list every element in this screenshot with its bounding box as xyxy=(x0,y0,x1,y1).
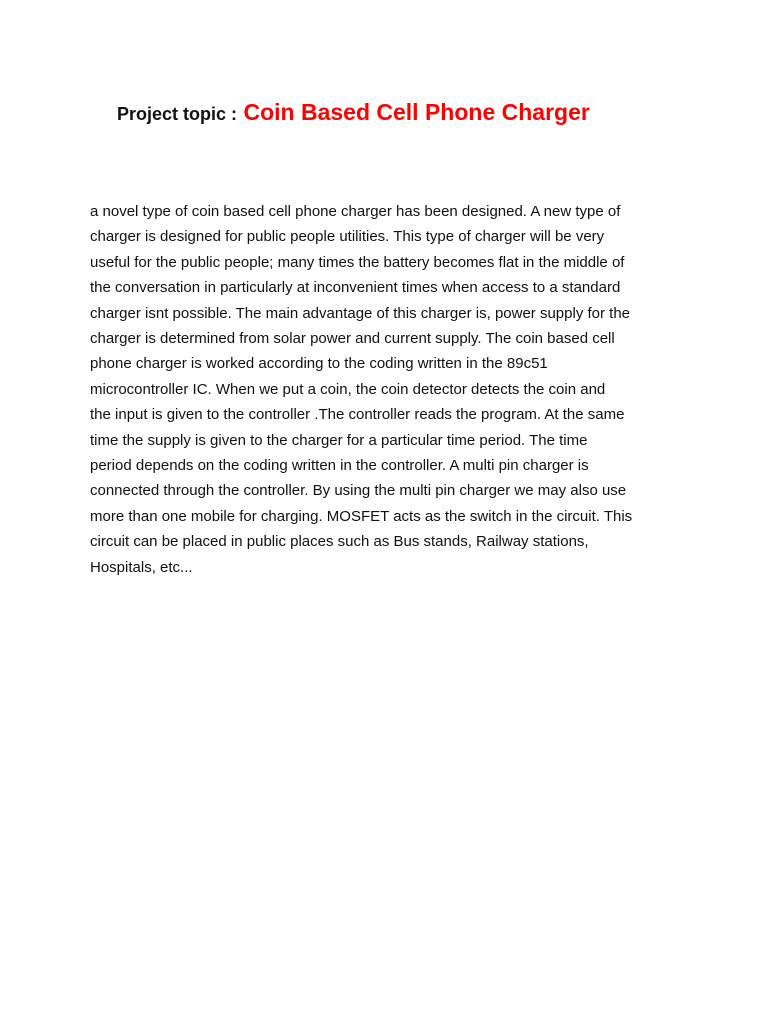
body-line: the conversation in particularly at inconvenient times when access to a standard xyxy=(90,279,621,297)
body-line: useful for the public people; many times the battery becomes flat in the middle of xyxy=(90,253,625,271)
body-line: connected through the controller. By using the multi pin charger we may also use xyxy=(90,482,627,500)
body-line: charger is determined from solar power and current supply. The coin based cell xyxy=(90,330,615,348)
body-line: the input is given to the controller .The controller reads the program. At the same xyxy=(90,406,625,424)
body-line: more than one mobile for charging. MOSFET acts as the switch in the circuit. This xyxy=(90,507,633,525)
body-line: charger isnt possible. The main advantage of this charger is, power supply for the xyxy=(90,304,631,322)
body-line: Hospitals, etc... xyxy=(90,558,193,576)
body-line: phone charger is worked according to the coding written in the 89c51 xyxy=(90,355,548,373)
title-topic: Coin Based Cell Phone Charger xyxy=(243,99,590,125)
body-paragraph xyxy=(90,199,690,580)
body-line: circuit can be placed in public places such as Bus stands, Railway stations, xyxy=(90,533,589,551)
body-line: microcontroller IC. When we put a coin, the coin detector detects the coin and xyxy=(90,380,606,398)
page-title xyxy=(117,94,590,134)
body-line: period depends on the coding written in the controller. A multi pin charger is xyxy=(90,457,589,475)
body-line: time the supply is given to the charger for a particular time period. The time xyxy=(90,431,588,449)
body-line: charger is designed for public people utilities. This type of charger will be very xyxy=(90,228,605,246)
body-line: a novel type of coin based cell phone charger has been designed. A new type of xyxy=(90,203,621,220)
title-label: Project topic : xyxy=(117,104,238,124)
